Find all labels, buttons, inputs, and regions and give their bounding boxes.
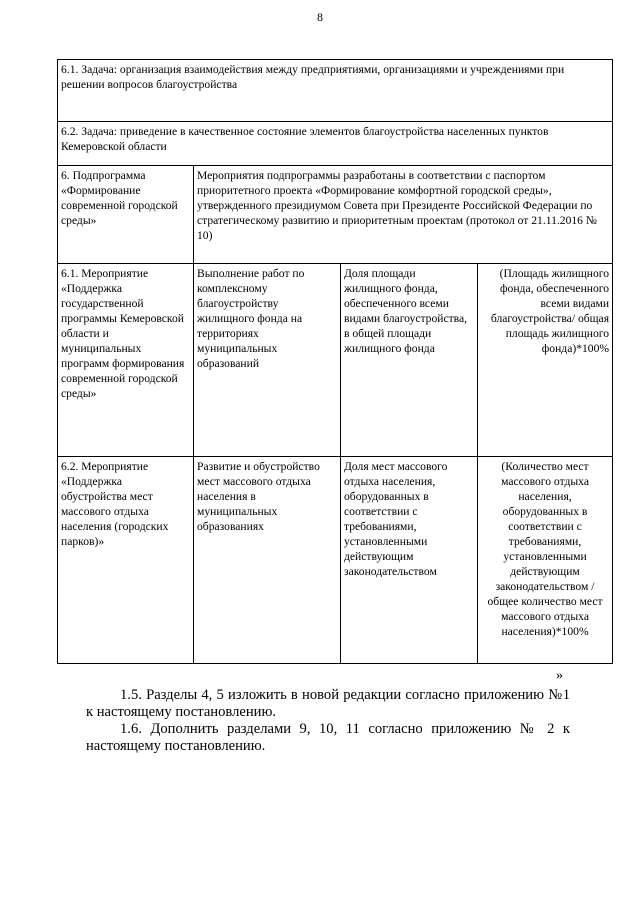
subprogram-name-cell: 6. Подпрограмма «Формирование современной городской среды» (58, 166, 194, 264)
paragraph-text: 1.5. Разделы 4, 5 изложить в новой редакции согласно приложению №1 к настоящему постановлению. (86, 687, 570, 720)
task-cell: 6.1. Задача: организация взаимодействия между предприятиями, организациями и учреждениями при решении вопросов благоустройства (58, 60, 613, 122)
table-row (58, 166, 613, 264)
paragraph-1-6 (86, 721, 570, 755)
measure-description-cell: Выполнение работ по комплексному благоустройству жилищного фонда на территориях муниципальных образований (194, 264, 341, 457)
measure-formula-cell: (Площадь жилищного фонда, обеспеченного всеми видами благоустройства/ общая площадь жилищного фонда)*100% (478, 264, 613, 457)
paragraph-text: 1.6. Дополнить разделами 9, 10, 11 согласно приложению № 2 к настоящему постановлению. (86, 721, 570, 754)
closing-quote: » (556, 668, 563, 683)
table-row (58, 122, 613, 166)
measure-name-cell: 6.2. Мероприятие «Поддержка обустройства мест массового отдыха населения (городских парков)» (58, 457, 194, 664)
measure-name-cell: 6.1. Мероприятие «Поддержка государственной программы Кемеровской области и муниципальных программ формирования современной городской среды» (58, 264, 194, 457)
measure-indicator-cell: Доля площади жилищного фонда, обеспеченного всеми видами благоустройства, в общей площади жилищного фонда (341, 264, 478, 457)
paragraph-1-5 (86, 687, 570, 721)
measure-description-cell: Развитие и обустройство мест массового отдыха населения в муниципальных образованиях (194, 457, 341, 664)
measure-formula-cell: (Количество мест массового отдыха населения, оборудованных в соответствии с требованиями, установленными действующим законодательством / общее количество мест массового отдыха населения)*100% (478, 457, 613, 664)
table-row (58, 264, 613, 457)
program-table (57, 59, 613, 664)
subprogram-description-cell: Мероприятия подпрограммы разработаны в соответствии с паспортом приоритетного проекта «Формирование комфортной городской среды», утвержденного президиумом Совета при Президенте Российской Федерации по стратегическому развитию и приоритетным проектам (протокол от 21.11.2016 № 10) (194, 166, 613, 264)
page-number: 8 (317, 10, 323, 24)
table-row (58, 457, 613, 664)
measure-indicator-cell: Доля мест массового отдыха населения, оборудованных в соответствии с требованиями, установленными действующим законодательством (341, 457, 478, 664)
table-row (58, 60, 613, 122)
task-cell: 6.2. Задача: приведение в качественное состояние элементов благоустройства населенных пунктов Кемеровской области (58, 122, 613, 166)
